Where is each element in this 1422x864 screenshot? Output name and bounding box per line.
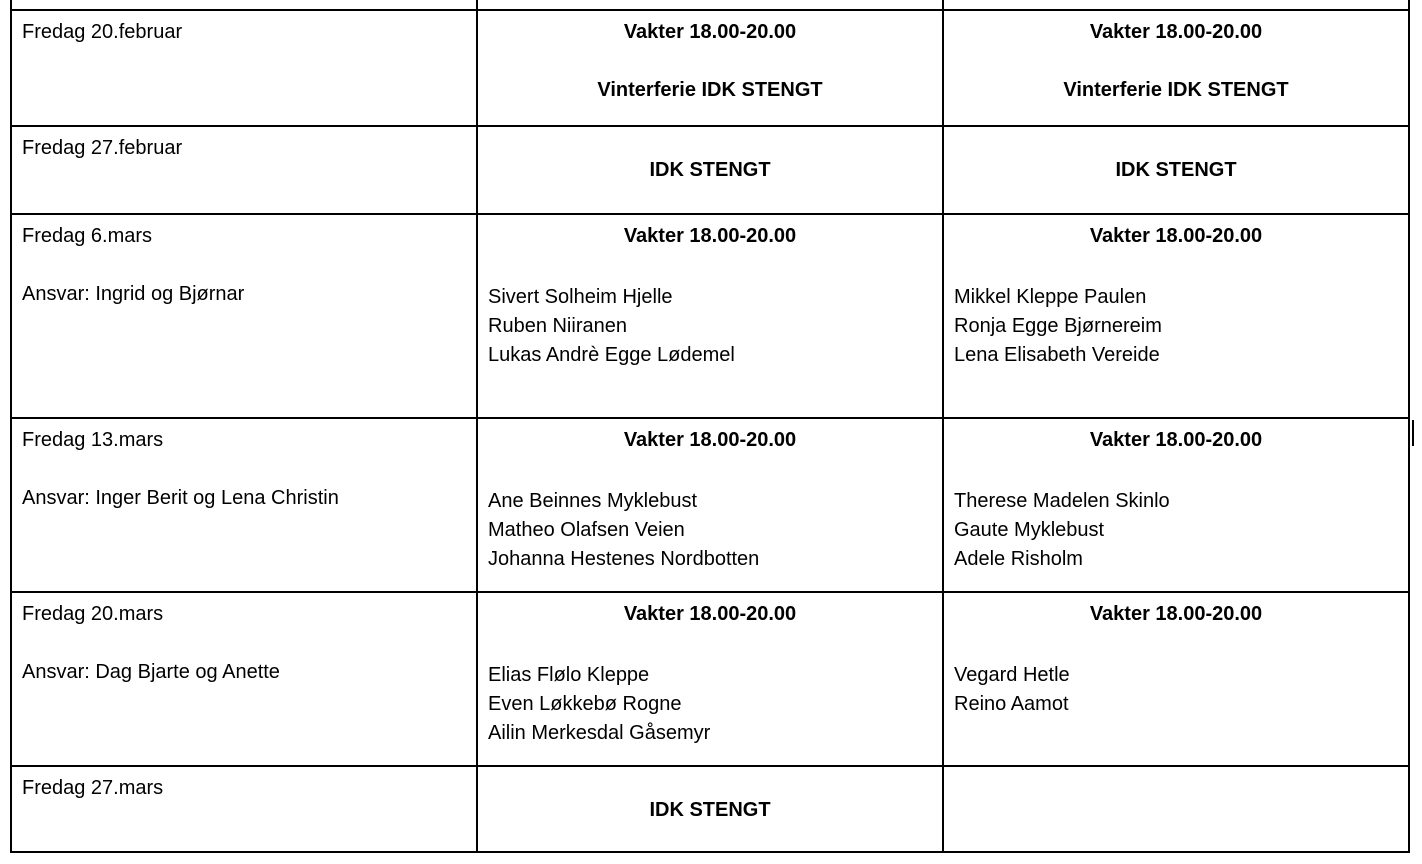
volunteer-name: Vegard Hetle: [954, 664, 1070, 686]
volunteer-name: Mikkel Kleppe Paulen: [954, 286, 1147, 308]
date-label: Fredag 27.mars: [22, 777, 164, 799]
shift-header: Vakter 18.00-20.00: [1089, 429, 1263, 451]
closed-note: Vinterferie IDK STENGT: [597, 79, 823, 101]
date-label: Fredag 27.februar: [22, 137, 183, 159]
schedule-table: [10, 0, 1410, 853]
date-label: Fredag 20.februar: [22, 21, 183, 43]
date-cell: [11, 126, 477, 214]
shift-cell: [943, 766, 1409, 852]
table-row: [11, 418, 1409, 592]
shift-cell: [477, 126, 943, 214]
shift-cell: [943, 126, 1409, 214]
shift-cell: [943, 214, 1409, 418]
table-row-partial: [11, 0, 1409, 10]
volunteer-list: [954, 487, 1170, 574]
date-cell: [11, 418, 477, 592]
date-cell: [11, 214, 477, 418]
volunteer-name: Elias Flølo Kleppe: [488, 664, 650, 686]
responsible-label: Ansvar: Dag Bjarte og Anette: [22, 661, 280, 683]
volunteer-name: Ailin Merkesdal Gåsemyr: [488, 722, 711, 744]
responsible-label: Ansvar: Inger Berit og Lena Christin: [22, 487, 339, 509]
responsible-label: Ansvar: Ingrid og Bjørnar: [22, 283, 245, 305]
volunteer-list: [954, 283, 1162, 370]
shift-header: Vakter 18.00-20.00: [1089, 225, 1263, 247]
shift-cell: [477, 592, 943, 766]
shift-cell: [477, 214, 943, 418]
table-row: [11, 10, 1409, 126]
date-cell: [11, 766, 477, 852]
shift-cell: [943, 592, 1409, 766]
shift-cell: [943, 10, 1409, 126]
shift-cell: [477, 766, 943, 852]
volunteer-list: [954, 661, 1070, 719]
shift-header: Vakter 18.00-20.00: [623, 21, 797, 43]
volunteer-name: Lukas Andrè Egge Lødemel: [488, 344, 735, 366]
closed-note: IDK STENGT: [649, 159, 771, 181]
schedule-table-wrapper: [10, 0, 1410, 853]
table-row: [11, 126, 1409, 214]
table-row: [11, 766, 1409, 852]
shift-cell: [477, 418, 943, 592]
date-cell: [11, 10, 477, 126]
shift-header: Vakter 18.00-20.00: [623, 225, 797, 247]
date-label: Fredag 6.mars: [22, 225, 153, 247]
closed-note: IDK STENGT: [1115, 159, 1237, 181]
volunteer-name: Sivert Solheim Hjelle: [488, 286, 673, 308]
volunteer-name: Therese Madelen Skinlo: [954, 490, 1170, 512]
volunteer-list: [488, 283, 735, 370]
volunteer-name: Even Løkkebø Rogne: [488, 693, 682, 715]
volunteer-list: [488, 661, 710, 748]
date-cell: [11, 592, 477, 766]
shift-header: Vakter 18.00-20.00: [1089, 21, 1263, 43]
volunteer-name: Lena Elisabeth Vereide: [954, 344, 1160, 366]
table-row: [11, 214, 1409, 418]
volunteer-name: Ane Beinnes Myklebust: [488, 490, 698, 512]
volunteer-name: Gaute Myklebust: [954, 519, 1105, 541]
shift-cell: [943, 418, 1409, 592]
volunteer-name: Ronja Egge Bjørnereim: [954, 315, 1162, 337]
table-row: [11, 592, 1409, 766]
closed-note: IDK STENGT: [649, 799, 771, 821]
volunteer-name: Ruben Niiranen: [488, 315, 627, 337]
date-label: Fredag 20.mars: [22, 603, 164, 625]
date-label: Fredag 13.mars: [22, 429, 164, 451]
shift-header: Vakter 18.00-20.00: [623, 603, 797, 625]
volunteer-list: [488, 487, 759, 574]
volunteer-name: Adele Risholm: [954, 548, 1083, 570]
volunteer-name: Reino Aamot: [954, 693, 1069, 715]
shift-cell: [477, 10, 943, 126]
text-cursor: [1412, 420, 1414, 446]
volunteer-name: Johanna Hestenes Nordbotten: [488, 548, 760, 570]
shift-header: Vakter 18.00-20.00: [623, 429, 797, 451]
shift-header: Vakter 18.00-20.00: [1089, 603, 1263, 625]
volunteer-name: Matheo Olafsen Veien: [488, 519, 685, 541]
closed-note: Vinterferie IDK STENGT: [1063, 79, 1289, 101]
